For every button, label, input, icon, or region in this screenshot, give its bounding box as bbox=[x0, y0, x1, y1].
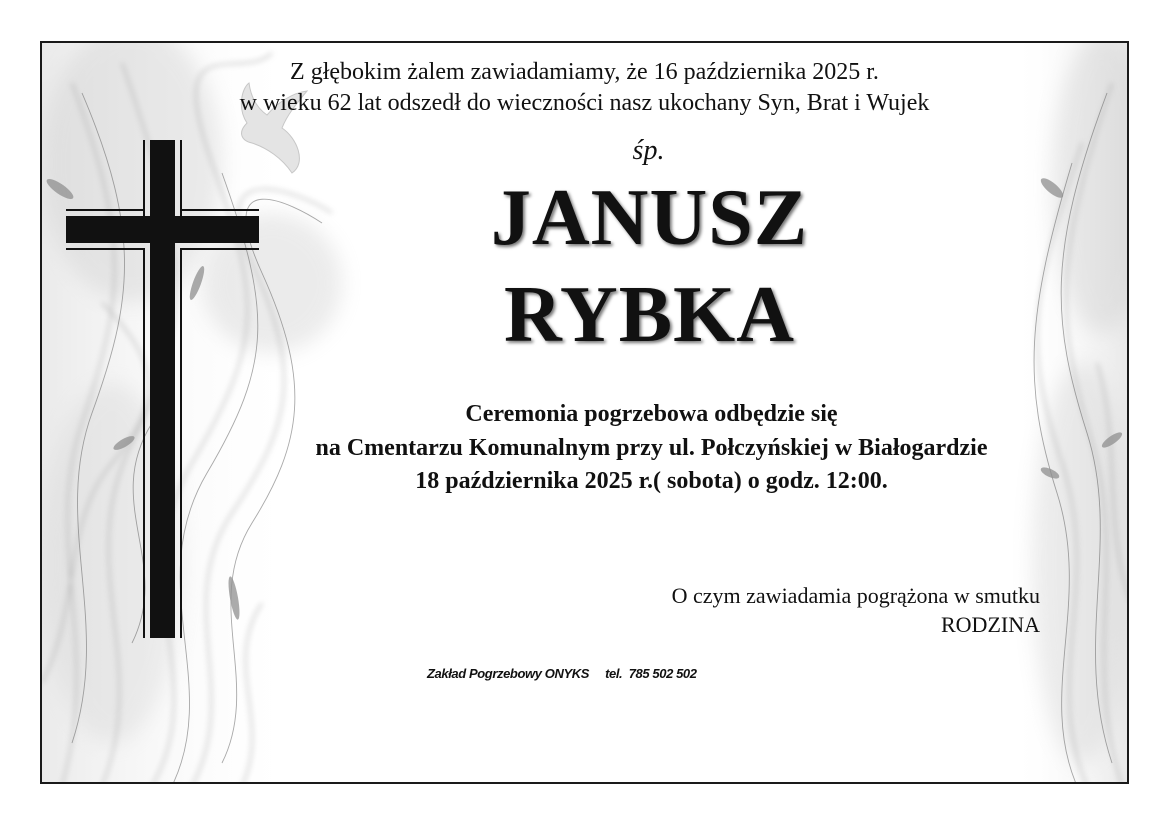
signature-line-1: O czym zawiadamia pogrążona w smutku bbox=[671, 583, 1040, 608]
funeral-home-footer bbox=[427, 666, 697, 681]
signature-family: RODZINA bbox=[941, 612, 1040, 637]
phone-label: tel. bbox=[605, 666, 623, 681]
ceremony-line-1: Ceremonia pogrzebowa odbędzie się bbox=[465, 401, 838, 427]
ceremony-line-3: 18 października 2025 r.( sobota) o godz. 12:00. bbox=[415, 468, 888, 494]
intro-line-1: Z głębokim żalem zawiadamiamy, że 16 października 2025 r. bbox=[290, 59, 879, 85]
ceremony-line-2: na Cmentarzu Komunalnym przy ul. Połczyńskiej w Białogardzie bbox=[315, 435, 988, 461]
phone-number: 785 502 502 bbox=[628, 666, 697, 681]
intro-line-2: w wieku 62 lat odszedł do wieczności nasz ukochany Syn, Brat i Wujek bbox=[239, 90, 930, 116]
deceased-last-name: RYBKA bbox=[503, 271, 796, 359]
deceased-first-name: JANUSZ bbox=[490, 174, 809, 262]
honorific: śp. bbox=[632, 135, 665, 166]
funeral-home-name: Zakład Pogrzebowy ONYKS bbox=[427, 666, 590, 681]
